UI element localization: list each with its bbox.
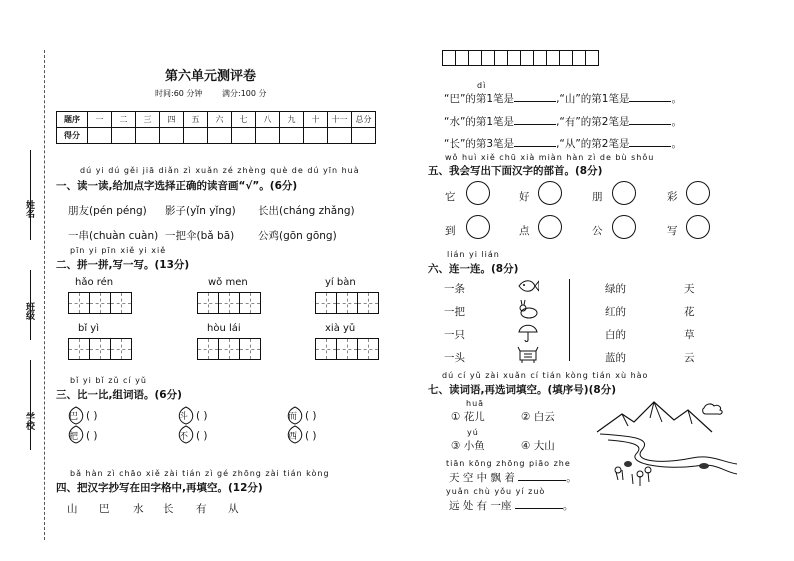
color-word[interactable]: 绿的	[605, 283, 626, 295]
radical-circle[interactable]	[466, 181, 490, 205]
q4-pinyin: bǎ hàn zì chāo xiě zài tián zì gé zhōng zài tián kòng	[70, 469, 330, 478]
score-cell: 二	[112, 112, 136, 128]
q1-item[interactable]: 影子(yǐn yǐng)	[165, 205, 236, 217]
q2-pinyin-word: bǐ yì	[78, 323, 100, 334]
sentence-pinyin: tiān kōng zhōng piāo zhe	[446, 459, 571, 468]
umbrella-icon[interactable]	[517, 321, 539, 343]
q4-di-pinyin: dì	[477, 81, 487, 90]
score-input[interactable]	[304, 128, 328, 144]
q4-char: 从	[228, 503, 239, 515]
page-title: 第六单元测评卷	[165, 69, 257, 84]
radical-circle[interactable]	[612, 215, 636, 239]
color-word[interactable]: 蓝的	[605, 352, 626, 364]
radical-circle[interactable]	[612, 181, 636, 205]
q1-item[interactable]: 公鸡(gōn gōng)	[258, 230, 337, 242]
q1-item[interactable]: 朋友(pén péng)	[68, 205, 147, 217]
q3-title: 三、比一比,组词语。(6分)	[56, 389, 182, 401]
q1-item[interactable]: 长出(cháng zhǎng)	[258, 205, 355, 217]
q5-char: 朋	[592, 191, 603, 203]
option-4: ④ 大山	[521, 440, 555, 452]
divider	[569, 279, 570, 361]
score-row-label: 得分	[57, 128, 88, 144]
score-table	[56, 111, 376, 144]
q3-char: 斗	[179, 412, 189, 422]
answer-blank[interactable]	[514, 137, 556, 147]
score-cell: 八	[256, 112, 280, 128]
q5-char: 好	[519, 191, 530, 203]
q1-item[interactable]: 一把伞(bǎ bā)	[165, 230, 235, 242]
rabbit-icon[interactable]	[517, 299, 539, 319]
measure-word[interactable]: 一头	[444, 352, 465, 364]
color-word[interactable]: 红的	[605, 306, 626, 318]
q1-item[interactable]: 一串(chuàn cuàn)	[68, 230, 159, 242]
stroke-question: “巴”的第1笔是 ,“山”的第1笔是 。	[444, 93, 682, 105]
sentence-pinyin: yuǎn chù yǒu yí zuò	[446, 487, 546, 496]
noun-word[interactable]: 云	[684, 352, 695, 364]
score-cell: 三	[136, 112, 160, 128]
q3-paren[interactable]: ( )	[86, 410, 98, 422]
school-blank[interactable]	[30, 360, 31, 450]
tianzige[interactable]	[197, 338, 261, 360]
score-cell: 十	[304, 112, 328, 128]
q1-pinyin: dú yi dú gěi jiā diǎn zì xuǎn zé zhèng què de dú yīn huà	[80, 166, 360, 175]
q7-pinyin: dú cí yǔ zài xuǎn cí tián kòng tián xù hào	[442, 371, 649, 380]
score-cell: 题序	[57, 112, 88, 128]
measure-word[interactable]: 一只	[444, 329, 465, 341]
radical-circle[interactable]	[538, 215, 562, 239]
stroke-question: “长”的第3笔是 ,“从”的第2笔是 。	[444, 138, 682, 150]
score-input[interactable]	[136, 128, 160, 144]
score-cell: 十一	[328, 112, 352, 128]
score-cell: 五	[184, 112, 208, 128]
q5-char: 公	[592, 225, 603, 237]
option-3: ③ 小鱼	[451, 440, 485, 452]
answer-blank[interactable]	[514, 115, 556, 125]
q3-paren[interactable]: ( )	[196, 410, 208, 422]
color-word[interactable]: 白的	[605, 329, 626, 341]
q5-char: 点	[519, 225, 530, 237]
q3-pinyin: bǐ yi bǐ zǔ cí yǔ	[70, 376, 147, 385]
q4-char: 山	[67, 503, 78, 515]
q2-pinyin: pīn yi pīn xiě yi xiě	[70, 246, 167, 255]
score-table-header	[57, 112, 376, 128]
name-label: 姓名	[24, 200, 34, 218]
score-table-row	[57, 128, 376, 144]
q5-char: 到	[445, 225, 456, 237]
option-pinyin: yú	[467, 428, 479, 437]
school-label: 学校	[24, 412, 34, 430]
q2-pinyin-word: hòu lái	[207, 323, 241, 334]
radical-circle[interactable]	[686, 181, 710, 205]
score-input[interactable]	[232, 128, 256, 144]
q1-title: 一、读一读,给加点字选择正确的读音画“√”。(6分)	[56, 180, 298, 192]
q3-paren[interactable]: ( )	[305, 410, 317, 422]
q5-pinyin: wǒ huì xiě chū xià miàn hàn zì de bù shǒu	[445, 153, 655, 162]
noun-word[interactable]: 花	[684, 306, 695, 318]
noun-word[interactable]: 草	[684, 329, 695, 341]
score-cell: 六	[208, 112, 232, 128]
radical-circle[interactable]	[686, 215, 710, 239]
q4-char: 水	[133, 503, 144, 515]
q4-title: 四、把汉字抄写在田字格中,再填空。(12分)	[56, 482, 263, 494]
q3-paren[interactable]: ( )	[86, 430, 98, 442]
score-input[interactable]	[88, 128, 112, 144]
q2-pinyin-word: hǎo rén	[75, 277, 114, 288]
sentence-1: 天 空 中 飘 着 。	[449, 472, 577, 484]
score-input[interactable]	[112, 128, 136, 144]
score-input[interactable]	[256, 128, 280, 144]
tianzige[interactable]	[315, 338, 379, 360]
q3-paren[interactable]: ( )	[305, 430, 317, 442]
answer-blank[interactable]	[629, 137, 671, 147]
sentence-2: 远 处 有 一座 。	[449, 500, 574, 512]
q5-char: 彩	[667, 191, 678, 203]
q4-char: 长	[163, 503, 174, 515]
q3-char: 把	[69, 432, 79, 442]
score-input[interactable]	[184, 128, 208, 144]
score-cell: 四	[160, 112, 184, 128]
q5-char: 写	[667, 225, 678, 237]
q3-char: 巴	[69, 412, 79, 422]
landscape-illustration	[592, 392, 742, 492]
q3-char: 而	[288, 412, 298, 422]
answer-blank[interactable]	[629, 115, 671, 125]
class-label: 班级	[24, 302, 34, 320]
option-1: ① 花儿	[451, 411, 485, 423]
tianzige[interactable]	[197, 292, 261, 314]
time-info: 时间:60 分钟	[155, 89, 203, 98]
q2-pinyin-word: wǒ men	[208, 277, 248, 288]
score-cell: 七	[232, 112, 256, 128]
score-input[interactable]	[328, 128, 352, 144]
score-cell: 一	[88, 112, 112, 128]
answer-blank[interactable]	[515, 499, 563, 509]
tianzige[interactable]	[68, 338, 132, 360]
tianzige[interactable]	[68, 292, 132, 314]
measure-word[interactable]: 一把	[444, 306, 465, 318]
score-input[interactable]	[160, 128, 184, 144]
class-blank[interactable]	[30, 270, 31, 340]
name-blank[interactable]	[30, 150, 31, 240]
score-cell: 总分	[352, 112, 376, 128]
q2-pinyin-word: xià yǔ	[325, 323, 356, 334]
score-cell: 九	[280, 112, 304, 128]
q3-char: 西	[288, 432, 298, 442]
option-2: ② 白云	[521, 411, 555, 423]
fish-icon[interactable]	[517, 277, 539, 295]
q3-char: 不	[179, 432, 189, 442]
score-input[interactable]	[352, 128, 376, 144]
radical-circle[interactable]	[538, 181, 562, 205]
measure-word[interactable]: 一条	[444, 283, 465, 295]
answer-blank[interactable]	[518, 471, 566, 481]
tianzige[interactable]	[315, 292, 379, 314]
q2-pinyin-word: yí bàn	[325, 277, 356, 288]
score-input[interactable]	[280, 128, 304, 144]
answer-blank[interactable]	[629, 92, 671, 102]
q4-char: 巴	[99, 503, 110, 515]
score-input[interactable]	[208, 128, 232, 144]
noun-word[interactable]: 天	[684, 283, 695, 295]
full-score-info: 满分:100 分	[222, 89, 267, 98]
q5-title: 五、我会写出下面汉字的部首。(8分)	[428, 165, 603, 177]
answer-grid[interactable]	[442, 50, 599, 66]
q3-paren[interactable]: ( )	[196, 430, 208, 442]
q6-title: 六、连一连。(8分)	[428, 263, 519, 275]
stroke-question: “水”的第1笔是 ,“有”的第2笔是 。	[444, 116, 682, 128]
option-pinyin: huā	[466, 399, 485, 408]
q6-pinyin: lián yi lián	[447, 250, 500, 259]
q7-title: 七、读词语,再选词填空。(填序号)(8分)	[428, 384, 616, 396]
q2-title: 二、拼一拼,写一写。(13分)	[56, 259, 190, 271]
answer-blank[interactable]	[514, 92, 556, 102]
q4-char: 有	[196, 503, 207, 515]
q5-char: 它	[445, 191, 456, 203]
binding-line	[44, 50, 45, 540]
bull-icon[interactable]	[517, 344, 539, 364]
radical-circle[interactable]	[466, 215, 490, 239]
